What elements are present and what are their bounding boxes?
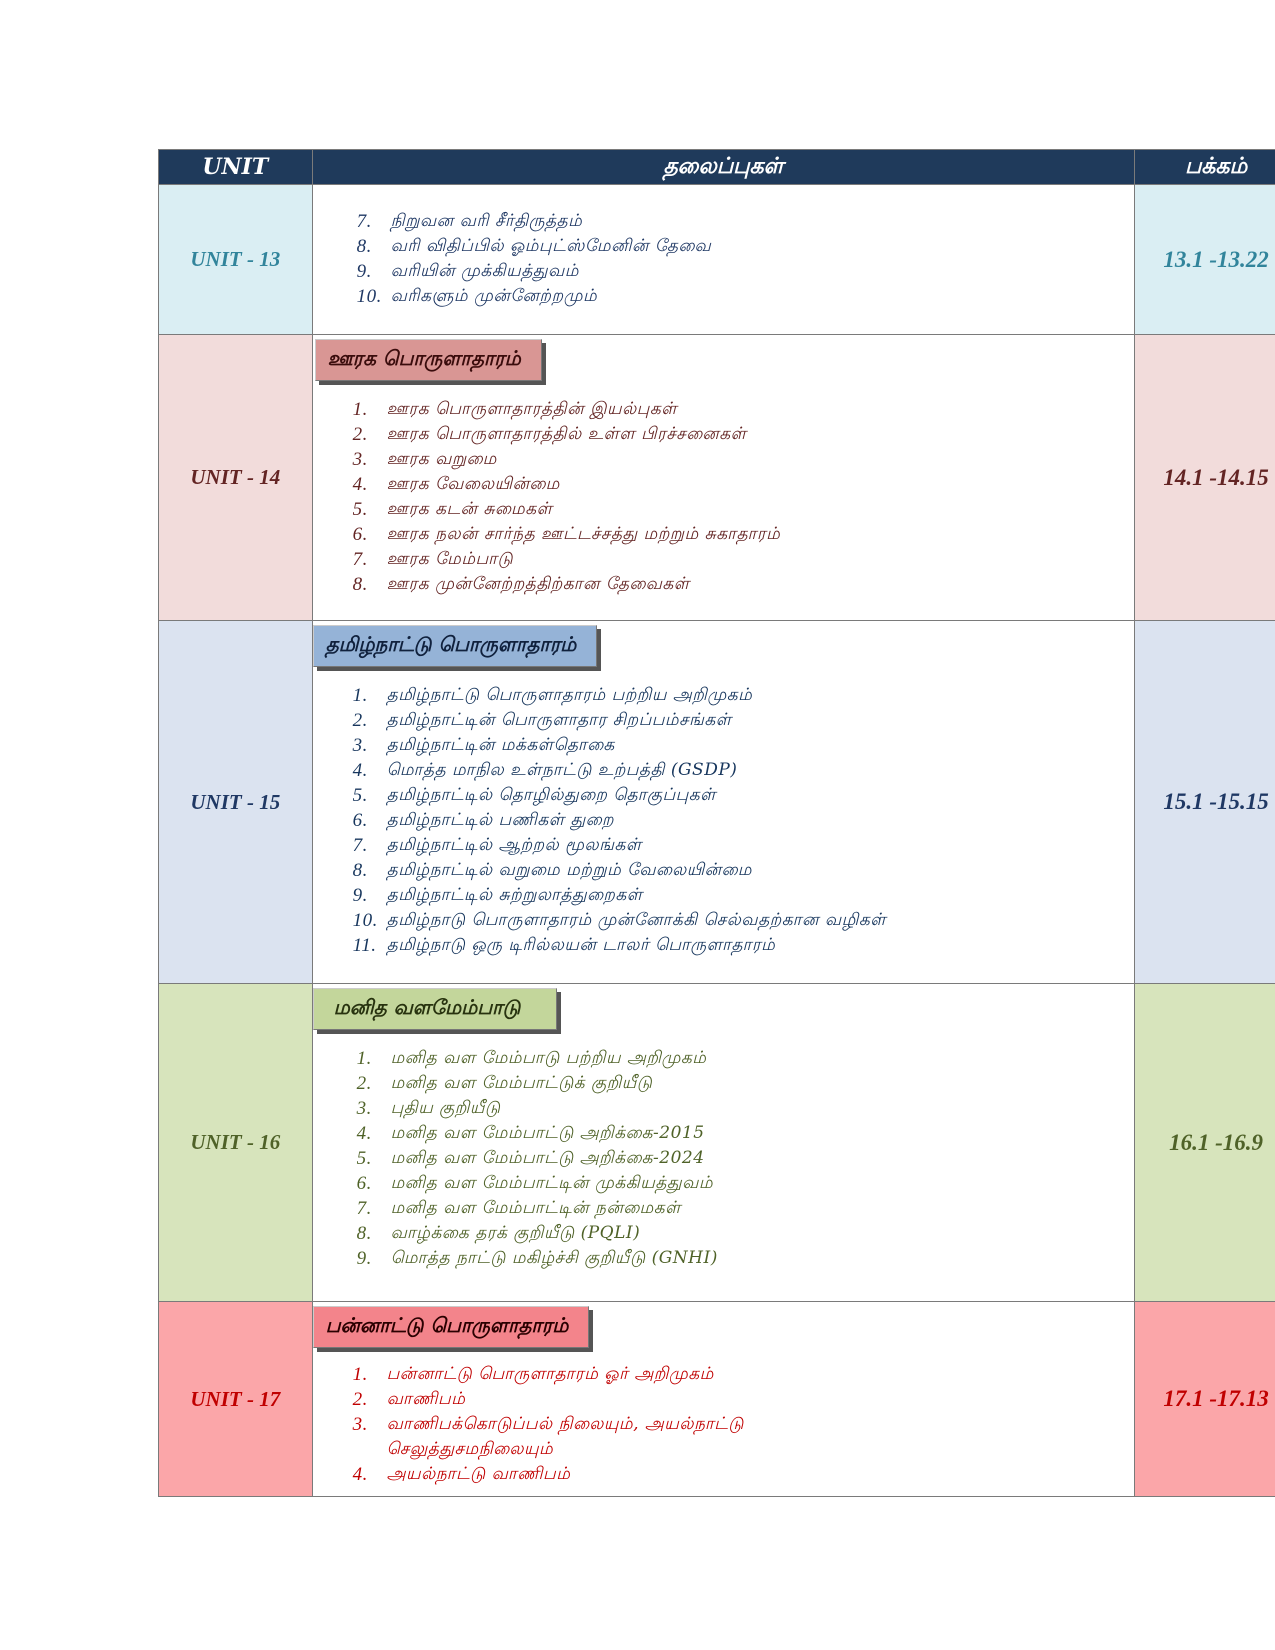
topic-list — [313, 683, 1134, 958]
unit-row-14 — [159, 335, 1275, 621]
section-title-banner: தமிழ்நாட்டு பொருளாதாரம் — [313, 625, 598, 667]
list-item: 4. மொத்த மாநில உள்நாட்டு உற்பத்தி (GSDP) — [352, 760, 738, 781]
list-item: 6. தமிழ்நாட்டில் பணிகள் துறை — [352, 810, 614, 831]
list-item: 3. புதிய குறியீடு — [356, 1098, 501, 1119]
list-item: 7. தமிழ்நாட்டில் ஆற்றல் மூலங்கள் — [352, 835, 642, 856]
list-item: 1. மனித வள மேம்பாடு பற்றிய அறிமுகம் — [356, 1048, 707, 1069]
contents-table — [158, 149, 1275, 1497]
unit-row-13 — [159, 185, 1275, 335]
section-title-banner: ஊரக பொருளாதாரம் — [315, 339, 542, 381]
list-item: 10. தமிழ்நாடு பொருளாதாரம் முன்னோக்கி செல்வதற்கான வழிகள் — [352, 910, 887, 931]
page-range: 17.1 -17.13 — [1135, 1302, 1275, 1497]
topic-list — [313, 209, 1134, 309]
list-item: 1. ஊரக பொருளாதாரத்தின் இயல்புகள் — [352, 399, 678, 420]
list-item: 2. மனித வள மேம்பாட்டுக் குறியீடு — [356, 1073, 653, 1094]
section-title-banner: மனித வளமேம்பாடு — [313, 988, 558, 1030]
unit-row-16 — [159, 984, 1275, 1302]
list-item: 9. தமிழ்நாட்டில் சுற்றுலாத்துறைகள் — [352, 885, 643, 906]
unit-label: UNIT - 13 — [159, 185, 313, 335]
list-item: 7. ஊரக மேம்பாடு — [352, 549, 514, 570]
topic-list — [313, 397, 1134, 597]
unit-label: UNIT - 14 — [159, 335, 313, 621]
unit-label: UNIT - 16 — [159, 984, 313, 1302]
list-item: 7. மனித வள மேம்பாட்டின் நன்மைகள் — [356, 1198, 681, 1219]
list-item: 2. ஊரக பொருளாதாரத்தில் உள்ள பிரச்சனைகள் — [352, 424, 747, 445]
unit-label: UNIT - 15 — [159, 621, 313, 984]
unit-row-17 — [159, 1302, 1275, 1497]
list-item: 3. ஊரக வறுமை — [352, 449, 497, 470]
list-item: 3. வாணிபக்கொடுப்பல் நிலையும், அயல்நாட்டு செலுத்துசமநிலையும் — [352, 1414, 744, 1459]
list-item: 5. மனித வள மேம்பாட்டு அறிக்கை-2024 — [356, 1148, 705, 1169]
list-item: 8. வரி விதிப்பில் ஓம்புட்ஸ்மேனின் தேவை — [356, 236, 712, 257]
list-item: 7. நிறுவன வரி சீர்திருத்தம் — [356, 211, 583, 232]
list-item: 6. ஊரக நலன் சார்ந்த ஊட்டச்சத்து மற்றும் சுகாதாரம் — [352, 524, 781, 545]
list-item: 4. ஊரக வேலையின்மை — [352, 474, 560, 495]
topic-list — [313, 1362, 1134, 1487]
header-topics: தலைப்புகள் — [312, 150, 1134, 185]
unit-row-15 — [159, 621, 1275, 984]
page-range: 13.1 -13.22 — [1135, 185, 1275, 335]
list-item: 11. தமிழ்நாடு ஒரு டிரில்லயன் டாலர் பொருளாதாரம் — [352, 935, 776, 956]
list-item: 1. தமிழ்நாட்டு பொருளாதாரம் பற்றிய அறிமுகம் — [352, 685, 753, 706]
header-page: பக்கம் — [1135, 150, 1275, 185]
page-range: 14.1 -14.15 — [1135, 335, 1275, 621]
topics-cell — [312, 984, 1134, 1302]
list-item: 6. மனித வள மேம்பாட்டின் முக்கியத்துவம் — [356, 1173, 714, 1194]
topics-cell — [312, 621, 1134, 984]
page-range: 15.1 -15.15 — [1135, 621, 1275, 984]
section-title-banner: பன்னாட்டு பொருளாதாரம் — [313, 1306, 590, 1348]
list-item: 9. மொத்த நாட்டு மகிழ்ச்சி குறியீடு (GNHI) — [356, 1248, 718, 1269]
list-item: 1. பன்னாட்டு பொருளாதாரம் ஓர் அறிமுகம் — [352, 1364, 714, 1385]
list-item: 8. வாழ்க்கை தரக் குறியீடு (PQLI) — [356, 1223, 641, 1244]
list-item: 9. வரியின் முக்கியத்துவம் — [356, 261, 579, 282]
header-unit: UNIT — [159, 150, 313, 185]
list-item: 5. தமிழ்நாட்டில் தொழில்துறை தொகுப்புகள் — [352, 785, 717, 806]
list-item: 4. அயல்நாட்டு வாணிபம் — [352, 1464, 571, 1485]
list-item: 5. ஊரக கடன் சுமைகள் — [352, 499, 553, 520]
list-item: 10. வரிகளும் முன்னேற்றமும் — [356, 286, 598, 307]
unit-label: UNIT - 17 — [159, 1302, 313, 1497]
list-item: 2. தமிழ்நாட்டின் பொருளாதார சிறப்பம்சங்கள் — [352, 710, 732, 731]
list-item: 3. தமிழ்நாட்டின் மக்கள்தொகை — [352, 735, 615, 756]
page-range: 16.1 -16.9 — [1135, 984, 1275, 1302]
topics-cell — [312, 335, 1134, 621]
topics-cell — [312, 1302, 1134, 1497]
list-item: 8. ஊரக முன்னேற்றத்திற்கான தேவைகள் — [352, 574, 690, 595]
header-row — [159, 150, 1275, 185]
list-item: 2. வாணிபம் — [352, 1389, 466, 1410]
topics-cell — [312, 185, 1134, 335]
list-item: 8. தமிழ்நாட்டில் வறுமை மற்றும் வேலையின்மை — [352, 860, 752, 881]
list-item: 4. மனித வள மேம்பாட்டு அறிக்கை-2015 — [356, 1123, 705, 1144]
topic-list — [313, 1046, 1134, 1271]
